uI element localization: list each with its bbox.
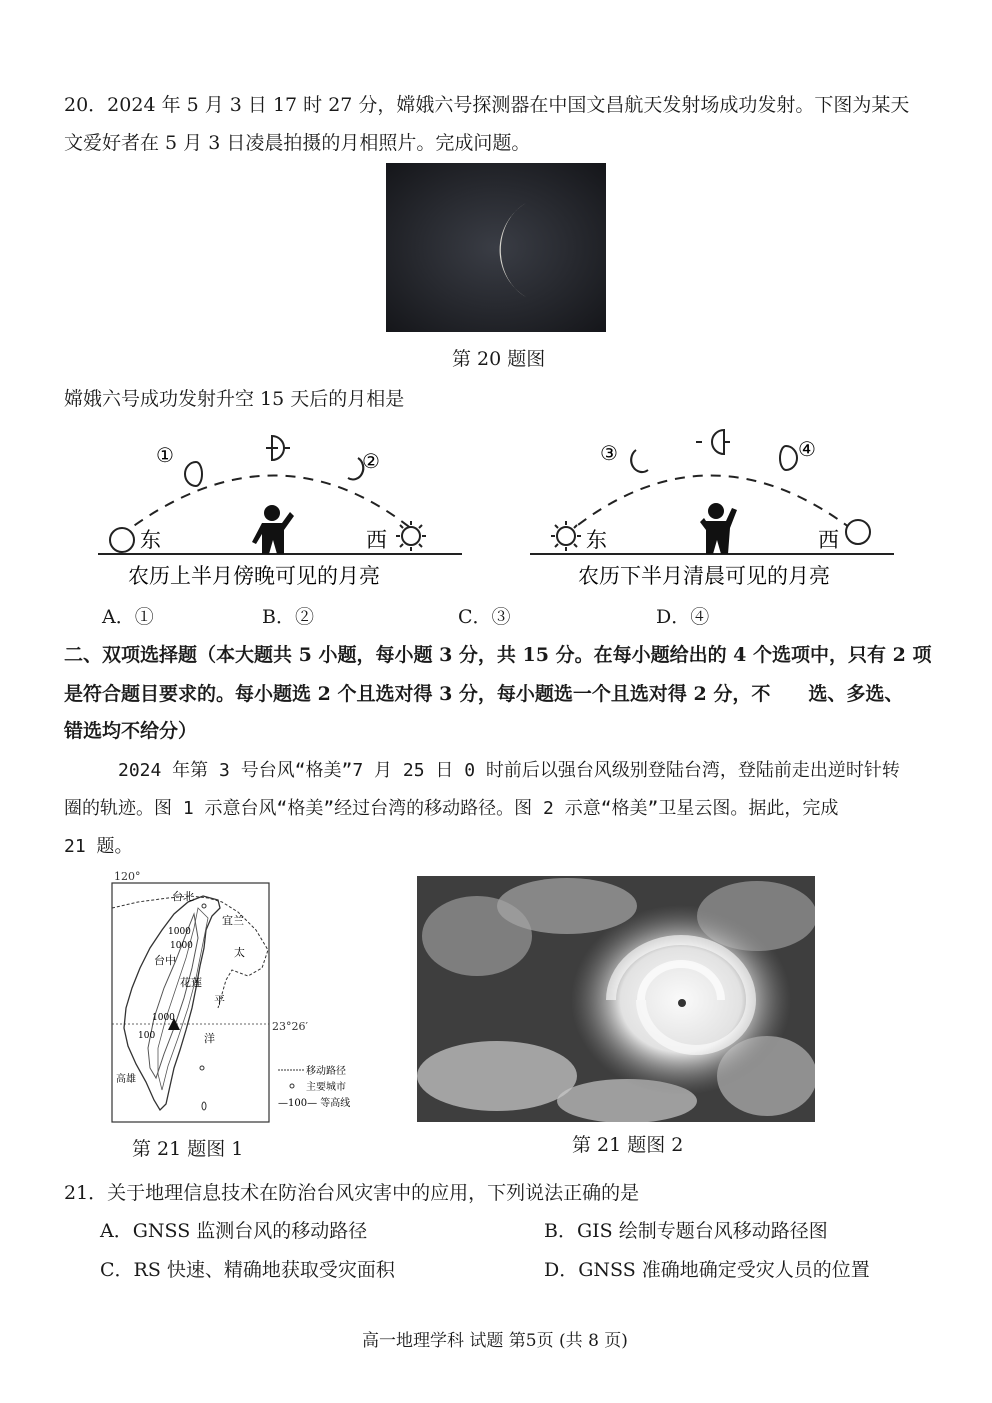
fig21-1-caption: 第 21 题图 1	[132, 1138, 244, 1160]
q20-option-b: B．②	[262, 606, 314, 628]
marker-4: ④	[798, 437, 816, 461]
q20-question: 嫦娥六号成功发射升空 15 天后的月相是	[64, 388, 405, 410]
city-kaohsiung: 高雄	[116, 1074, 136, 1085]
contour-label-d: 100	[138, 1031, 156, 1041]
sun-icon-right	[551, 521, 581, 551]
q21-stem: 21．关于地理信息技术在防治台风灾害中的应用，下列说法正确的是	[64, 1182, 640, 1204]
sun-icon-left	[396, 521, 426, 551]
moon-1-icon	[185, 462, 202, 486]
sea-char-2: 平	[214, 994, 225, 1007]
moon-4-icon	[780, 446, 797, 470]
moon-half-right-icon	[712, 430, 724, 454]
legend-city: 主要城市	[306, 1082, 346, 1093]
lat-label: 23°26′	[272, 1020, 308, 1033]
diagram-right-caption: 农历下半月清晨可见的月亮	[578, 564, 830, 588]
q21-option-d: D．GNSS 准确地确定受灾人员的位置	[544, 1259, 870, 1281]
section2-line1: 二、双项选择题（本大题共 5 小题，每小题 3 分，共 15 分。在每小题给出的 4 个选项中，只有 2 项	[64, 644, 932, 666]
city-yilan: 宜兰	[222, 914, 244, 927]
q20-stem-line2: 文爱好者在 5 月 3 日凌晨拍摄的月相照片。完成问题。	[64, 132, 531, 154]
q20-option-d: D．④	[656, 606, 710, 628]
passage-line2: 圈的轨迹。图 1 示意台风“格美”经过台湾的移动路径。图 2 示意“格美”卫星云图。据此，完成	[64, 798, 839, 819]
contour-label-b: 1000	[170, 941, 193, 951]
city-taipei: 台北	[172, 890, 194, 903]
q20-figure-caption: 第 20 题图	[452, 348, 546, 370]
west-label-left: 西	[366, 528, 387, 552]
q20-stem-line1: 20．2024 年 5 月 3 日 17 时 27 分，嫦娥六号探测器在中国文昌航天发射场成功发射。下图为某天	[64, 94, 910, 116]
section2-line2: 是符合题目要求的。每小题选 2 个且选对得 3 分，每小题选一个且选对得 2 分，不 选、多选、	[64, 683, 904, 705]
person-icon-right	[700, 503, 737, 554]
q20-option-c: C．③	[458, 606, 511, 628]
west-label-right: 西	[818, 528, 839, 552]
city-taichung: 台中	[154, 954, 176, 967]
q20-option-a: A．①	[102, 606, 154, 628]
city-hualien: 花莲	[180, 976, 202, 989]
full-moon-west	[846, 520, 870, 544]
moon-phase-diagram-left	[96, 426, 466, 592]
marker-2: ②	[362, 449, 380, 473]
marker-1: ①	[156, 443, 174, 467]
satellite-cloud-image	[417, 876, 815, 1122]
page-footer: 高一地理学科 试题 第5页 (共 8 页)	[362, 1331, 628, 1351]
person-icon-left	[252, 505, 294, 554]
fig21-2-caption: 第 21 题图 2	[572, 1134, 684, 1156]
q21-option-b: B．GIS 绘制专题台风移动路径图	[544, 1220, 828, 1242]
moon-photo	[386, 163, 606, 332]
legend-path: 移动路径	[306, 1066, 346, 1077]
typhoon-path-map	[108, 868, 368, 1126]
diagram-left-caption: 农历上半月傍晚可见的月亮	[128, 564, 380, 588]
section2-line3: 错选均不给分）	[64, 720, 198, 742]
moon-phase-diagram-right	[528, 426, 898, 592]
typhoon-eye	[678, 999, 686, 1007]
legend-contour: —100— 等高线	[278, 1098, 351, 1109]
marker-3: ③	[600, 441, 618, 465]
q21-option-a: A．GNSS 监测台风的移动路径	[100, 1220, 368, 1242]
lon-label: 120°	[114, 870, 141, 883]
map-legend	[278, 1064, 350, 1109]
passage-line3: 21 题。	[64, 836, 133, 857]
full-moon-east	[110, 528, 134, 552]
sea-char-1: 太	[234, 946, 245, 959]
passage-line1: 2024 年第 3 号台风“格美”7 月 25 日 0 时前后以强台风级别登陆台湾，登陆前走出逆时针转	[118, 760, 900, 781]
east-label-right: 东	[586, 528, 607, 552]
moon-3-icon	[631, 450, 648, 472]
sea-char-3: 洋	[204, 1032, 215, 1045]
q21-option-c: C．RS 快速、精确地获取受灾面积	[100, 1259, 395, 1281]
contour-label-c: 1000	[152, 1013, 175, 1023]
contour-label-a: 1000	[168, 927, 191, 937]
east-label-left: 东	[140, 528, 161, 552]
